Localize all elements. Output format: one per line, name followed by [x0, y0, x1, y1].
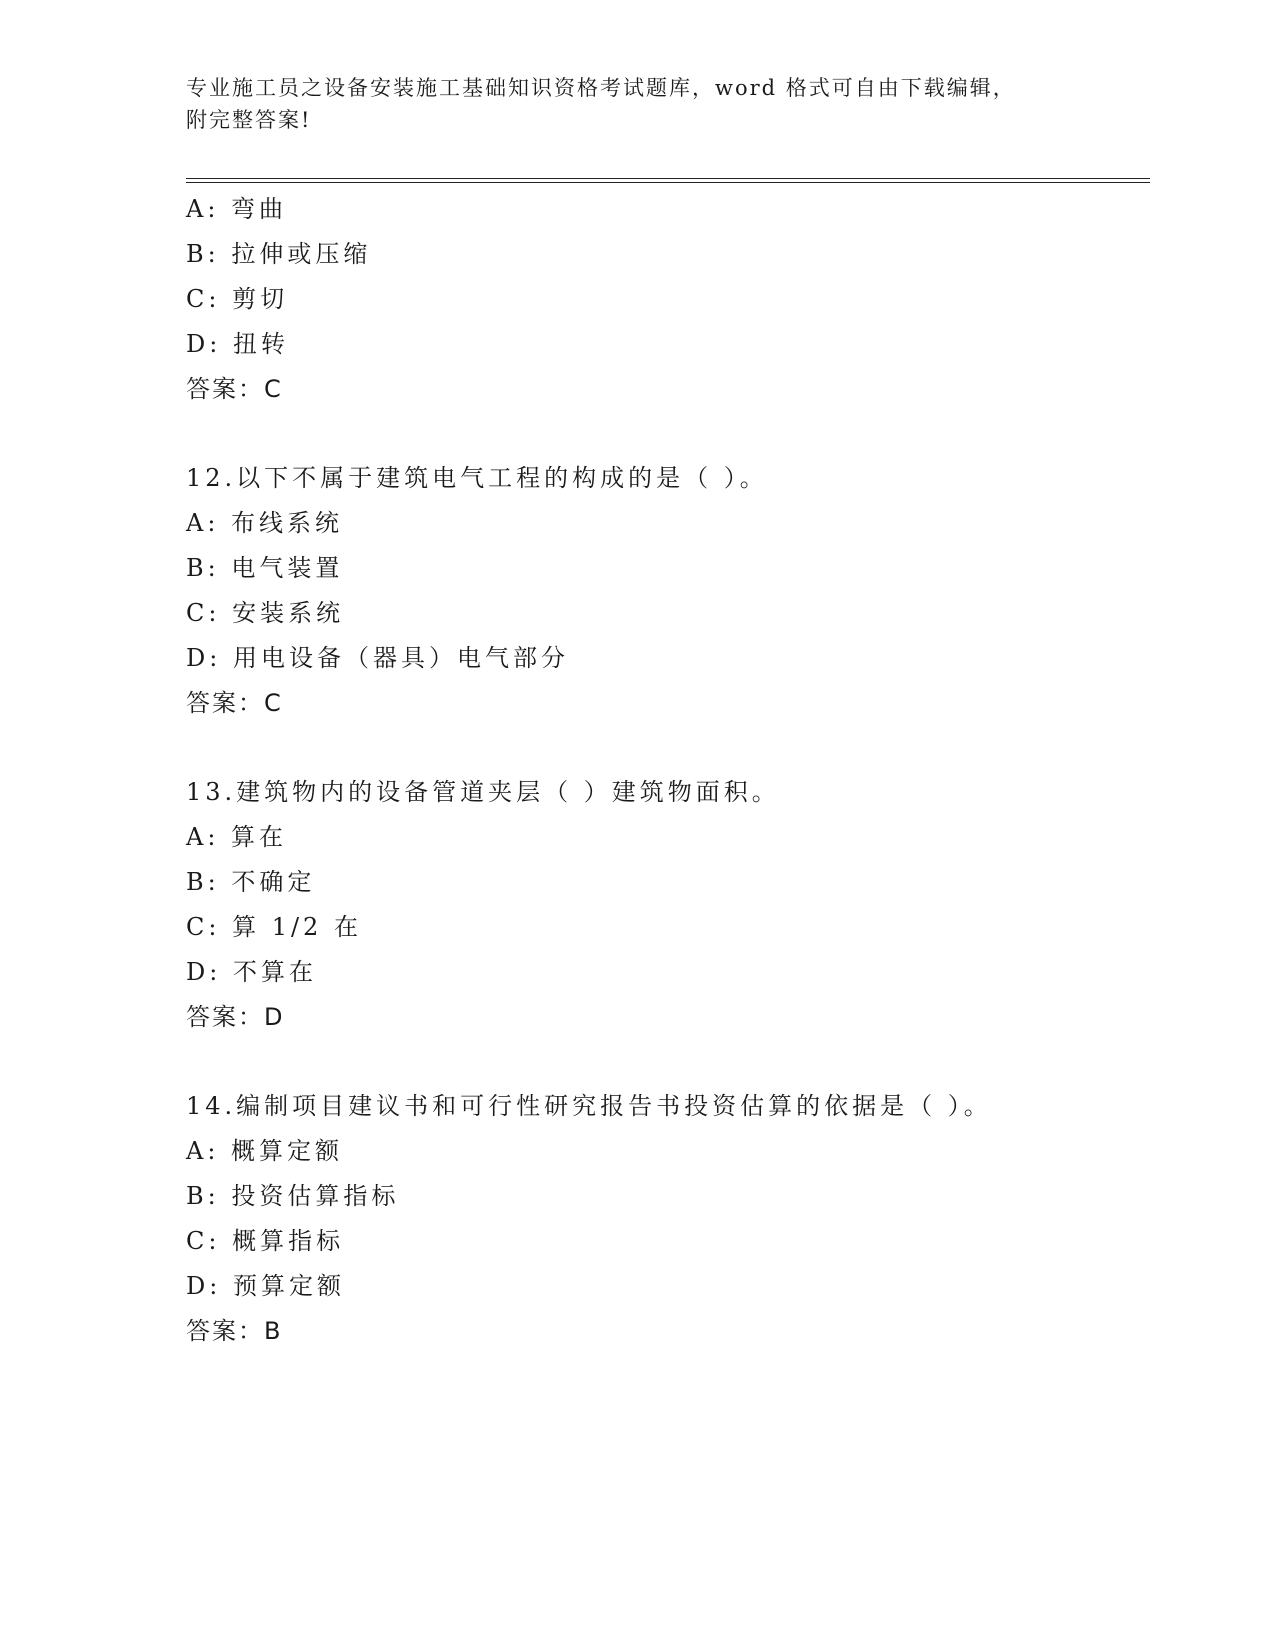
- question-text: 14.编制项目建议书和可行性研究报告书投资估算的依据是（ ）。: [186, 1092, 992, 1120]
- header-divider-bottom: [186, 182, 1150, 183]
- option-c: C: 算 1/2 在: [186, 913, 362, 941]
- option-d: D: 用电设备（器具）电气部分: [186, 644, 569, 672]
- option-d: D: 不算在: [186, 958, 317, 986]
- option-a: A: 布线系统: [186, 509, 344, 537]
- answer-text: 答案：C: [186, 375, 283, 403]
- answer-text: 答案：D: [186, 1003, 285, 1031]
- header-line-1: 专业施工员之设备安装施工基础知识资格考试题库，word 格式可自由下载编辑，: [186, 76, 1016, 100]
- header-line-2: 附完整答案!: [186, 108, 312, 132]
- option-c: C: 安装系统: [186, 599, 345, 627]
- option-b: B: 拉伸或压缩: [186, 240, 372, 268]
- option-d: D: 扭转: [186, 330, 289, 358]
- option-d: D: 预算定额: [186, 1272, 345, 1300]
- option-a: A: 概算定额: [186, 1137, 344, 1165]
- answer-text: 答案：B: [186, 1317, 283, 1345]
- option-c: C: 概算指标: [186, 1227, 345, 1255]
- question-text: 12.以下不属于建筑电气工程的构成的是（ ）。: [186, 464, 768, 492]
- option-a: A: 算在: [186, 823, 288, 851]
- option-a: A: 弯曲: [186, 195, 288, 223]
- option-b: B: 不确定: [186, 868, 316, 896]
- answer-text: 答案：C: [186, 689, 283, 717]
- header-divider-top: [186, 178, 1150, 179]
- option-b: B: 投资估算指标: [186, 1182, 400, 1210]
- option-c: C: 剪切: [186, 285, 289, 313]
- document-header: [186, 72, 1066, 136]
- option-b: B: 电气装置: [186, 554, 344, 582]
- question-text: 13.建筑物内的设备管道夹层（ ）建筑物面积。: [186, 778, 780, 806]
